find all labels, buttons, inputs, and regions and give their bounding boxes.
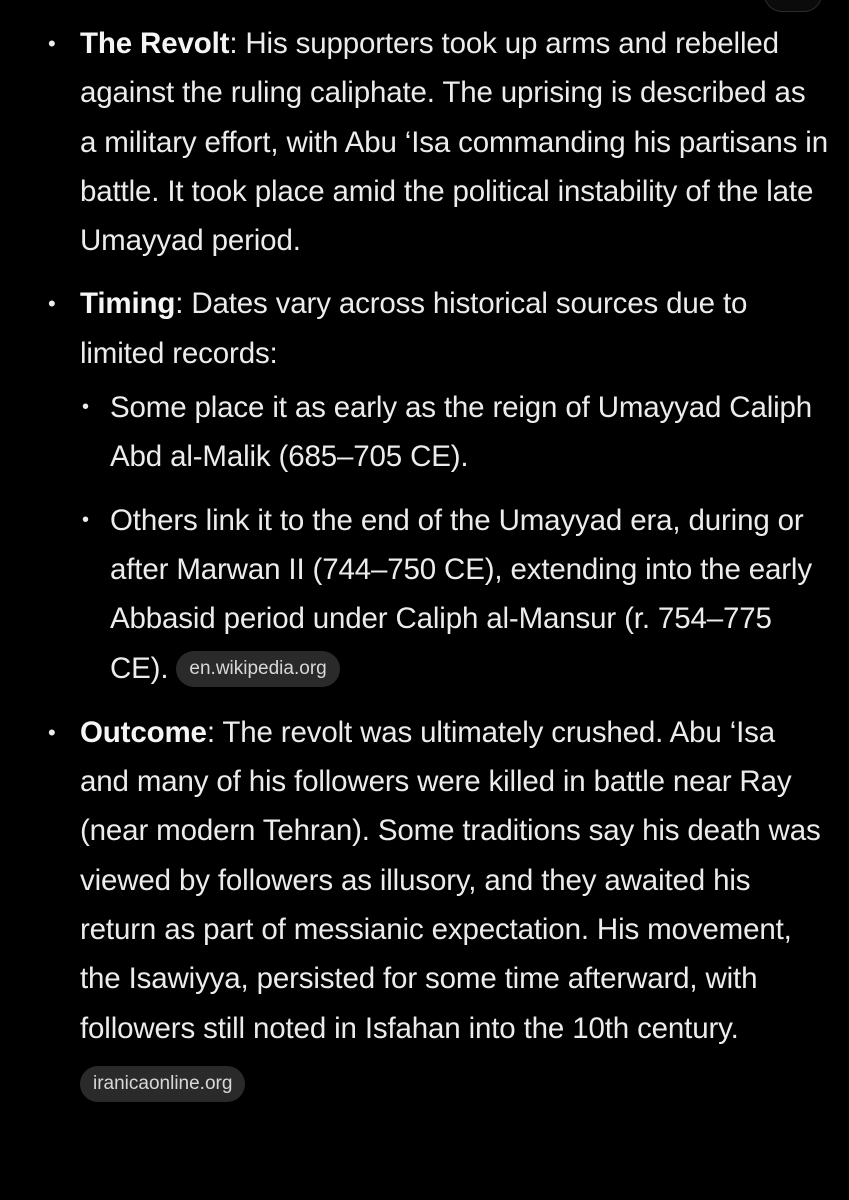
- bullet-icon: •: [48, 31, 56, 56]
- bullet-icon: •: [48, 719, 56, 745]
- item-title: Timing: [80, 287, 176, 321]
- bullet-icon: •: [82, 396, 89, 419]
- item-text: : The revolt was ultimately crushed. Abu ‘Isa and many of his followers were killed in battle near Ray (near modern Tehran). Some traditions say his death was viewed by followers as illusory, and they awaited his return as part of messianic expectation. His movement, the Isawiyya, persisted for some time afterward, with followers still noted in Isfahan into the 10th century.: [80, 715, 821, 1045]
- item-text: : His supporters took up arms and rebelled against the ruling caliphate. The uprising is described as a military effort, with Abu ‘Isa commanding his partisans in battle. It took place amid the political instability of the late Umayyad period.: [80, 27, 828, 258]
- citation-chip-wikipedia[interactable]: en.wikipedia.org: [176, 651, 339, 687]
- citation-chip-iranica[interactable]: iranicaonline.org: [80, 1066, 245, 1102]
- sub-list: [80, 383, 829, 693]
- bullet-icon: •: [48, 291, 56, 317]
- item-title: Outcome: [80, 715, 207, 749]
- bullet-icon: •: [82, 508, 89, 531]
- sub-item-text: Others link it to the end of the Umayyad era, during or after Marwan II (744–750 CE), extending into the early Abbasid period under Caliph al-Mansur (r. 754–775 CE).: [110, 503, 812, 685]
- citation-row: [80, 1055, 829, 1104]
- sub-list-item: [80, 496, 829, 693]
- sub-item-text: Some place it as early as the reign of Umayyad Caliph Abd al-Malik (685–705 CE).: [110, 391, 813, 474]
- bullet-list: [0, 19, 849, 1104]
- item-title: The Revolt: [80, 27, 230, 60]
- list-item-revolt: [0, 19, 849, 265]
- list-item-timing: [0, 279, 849, 692]
- list-item-outcome: [0, 708, 849, 1104]
- item-text: : Dates vary across historical sources due to limited records:: [80, 287, 748, 370]
- sub-list-item: [80, 383, 829, 482]
